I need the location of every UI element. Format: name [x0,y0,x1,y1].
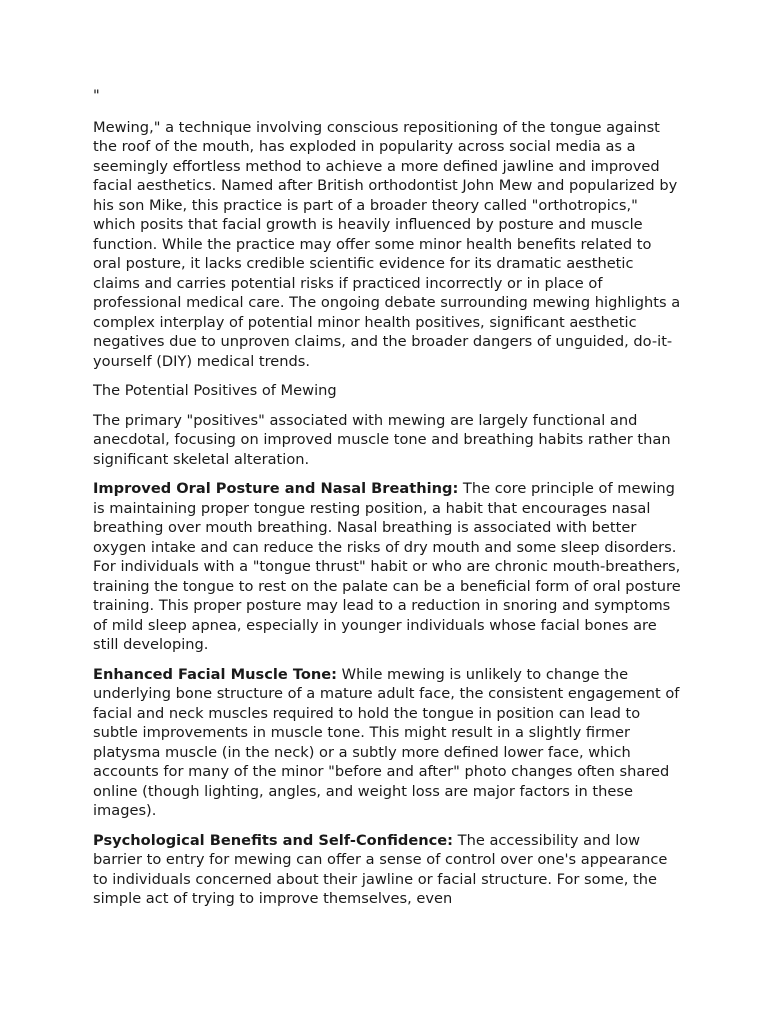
point-title: Enhanced Facial Muscle Tone: [93,665,338,683]
point-title: Improved Oral Posture and Nasal Breathing: [93,480,459,497]
point-muscle-tone [93,665,683,821]
point-text: The accessibility and low barrier to entry for mewing can offer a sense of control over one's appearance to individuals concerned about their jawline or facial structure. For some, the simple act of trying to improve themselves, even [93,831,668,907]
point-psychological [93,831,683,909]
point-text: While mewing is unlikely to change the underlying bone structure of a mature adult face, the consistent engagement of facial and neck muscles required to hold the tongue in position can lead to subtle improvements in muscle tone. This might result in a slightly firmer platysma muscle (in the neck) or a subtly more defined lower face, which accounts for many of the minor "before and after" photo changes often shared online (though lighting, angles, and weight loss are major factors in these images). [93,665,680,819]
point-title: Psychological Benefits and Self-Confidence: [93,831,454,849]
intro-paragraph: Mewing," a technique involving conscious repositioning of the tongue against the roof of the mouth, has exploded in popularity across social media as a seemingly effortless method to achieve a more defined jawline and improved facial aesthetics. Named after British orthodontist John Mew and popularized by his son Mike, this practice is part of a broader theory called "orthotropics," which posits that facial growth is heavily influenced by posture and muscle function. While the practice may offer some minor health benefits related to oral posture, it lacks credible scientific evidence for its dramatic aesthetic claims and carries potential risks if practiced incorrectly or in place of professional medical care. The ongoing debate surrounding mewing highlights a complex interplay of potential minor health positives, significant aesthetic negatives due to unproven claims, and the broader dangers of unguided, do-it-yourself (DIY) medical trends. [93,118,681,370]
point-oral-posture [93,479,683,655]
section-heading: The Potential Positives of Mewing [93,382,337,399]
document-page [93,86,683,919]
section-intro-paragraph: The primary "positives" associated with mewing are largely functional and anecdotal, focusing on improved muscle tone and breathing habits rather than significant skeletal alteration. [93,411,671,468]
point-text: The core principle of mewing is maintaining proper tongue resting position, a habit that encourages nasal breathing over mouth breathing. Nasal breathing is associated with better oxygen intake and can reduce the risks of dry mouth and some sleep disorders. For individuals with a "tongue thrust" habit or who are chronic mouth-breathers, training the tongue to rest on the palate can be a beneficial form of oral posture training. This proper posture may lead to a reduction in snoring and symptoms of mild sleep apnea, especially in younger individuals whose facial bones are still developing. [93,480,681,653]
opening-quote-mark: " [93,87,100,104]
